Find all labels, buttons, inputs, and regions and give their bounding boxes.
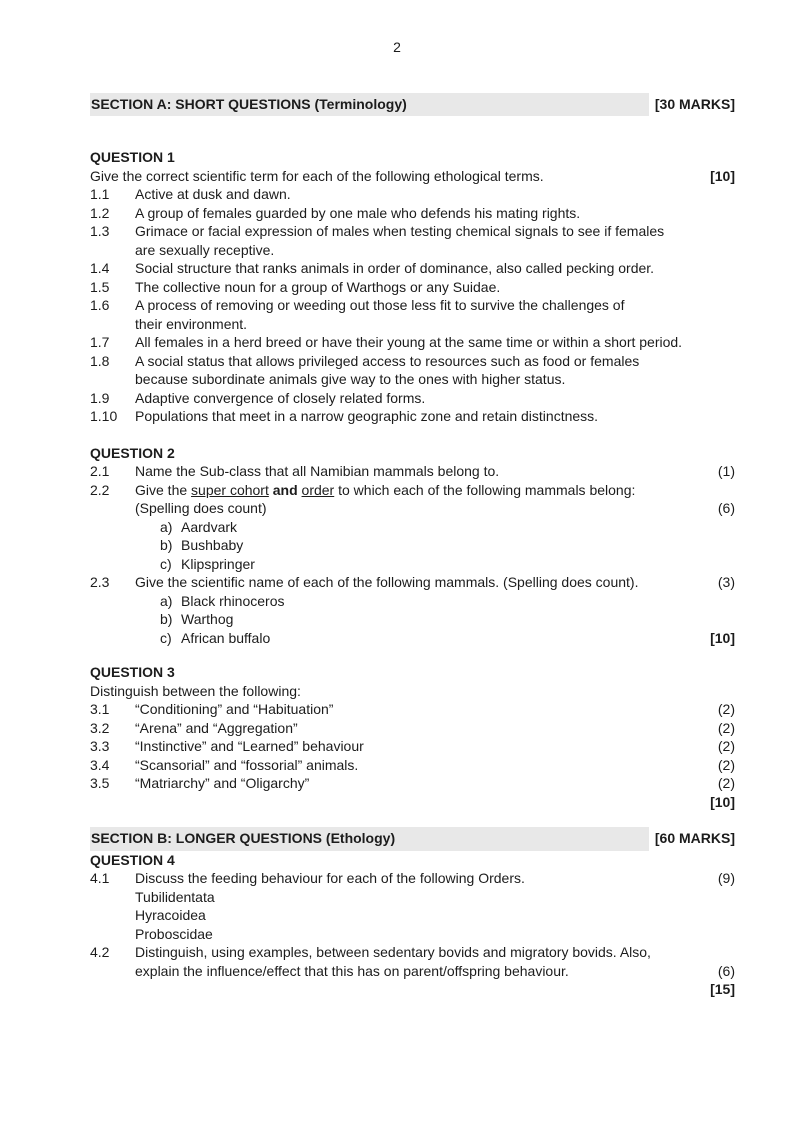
item-number: 1.2 — [90, 204, 110, 221]
item-text: Name the Sub-class that all Namibian mammals belong to. — [135, 463, 500, 479]
question-item — [90, 204, 735, 223]
item-marks: (3) — [717, 574, 735, 590]
sub-item — [90, 592, 735, 611]
question-item — [90, 719, 735, 738]
sub-item-text: Bushbaby — [181, 537, 244, 553]
item-marks: (6) — [717, 500, 735, 516]
item-text: Active at dusk and dawn. — [135, 186, 291, 202]
question-item — [90, 943, 735, 980]
question-3-total-marks: [10] — [710, 793, 735, 810]
order-name: Hyracoidea — [135, 907, 206, 923]
item-number: 1.9 — [90, 389, 110, 406]
item-text: Discuss the feeding behaviour for each of the following Orders. — [135, 870, 525, 886]
item-number: 1.1 — [90, 186, 110, 202]
question-2-heading: QUESTION 2 — [90, 444, 175, 461]
item-marks: (2) — [717, 719, 735, 736]
sub-item-letter: a) — [160, 592, 173, 609]
question-3-heading: QUESTION 3 — [90, 664, 175, 680]
section-b-header — [90, 827, 735, 851]
item-number: 3.1 — [90, 701, 110, 717]
sub-item — [90, 610, 735, 629]
question-item — [90, 869, 735, 888]
sub-item-text: Warthog — [181, 611, 234, 627]
question-4-block — [90, 851, 735, 999]
question-4-total-row — [90, 980, 735, 999]
question-item — [90, 481, 735, 500]
item-number: 1.8 — [90, 352, 110, 369]
question-1-marks: [10] — [710, 167, 735, 184]
item-number: 3.3 — [90, 738, 110, 754]
question-item — [90, 222, 735, 259]
question-1-intro-row — [90, 167, 735, 186]
item-text: Give the scientific name of each of the following mammals. (Spelling does count). — [135, 574, 639, 590]
sub-item — [90, 629, 735, 648]
question-item — [90, 700, 735, 719]
item-number: 1.6 — [90, 297, 110, 313]
item-text: Distinguish, using examples, between sedentary bovids and migratory bovids. Also, explain the influence/effect that this has on parent/offspring behaviour. — [135, 944, 651, 979]
sub-item — [90, 555, 735, 574]
item-marks: (1) — [717, 463, 735, 479]
item-marks: (9) — [717, 870, 735, 886]
item-marks: (2) — [717, 756, 735, 773]
item-text: All females in a herd breed or have their young at the same time or within a short period. — [135, 334, 683, 350]
question-1-block — [90, 148, 735, 426]
question-item — [90, 573, 735, 592]
section-a-marks: [30 MARKS] — [654, 95, 735, 112]
item-number: 4.2 — [90, 944, 110, 960]
item-number: 3.4 — [90, 756, 110, 773]
section-a-header — [90, 93, 735, 117]
sub-item-text: African buffalo — [181, 629, 271, 646]
item-number: 3.2 — [90, 719, 110, 736]
order-name: Tubilidentata — [135, 888, 215, 905]
item-number: 1.7 — [90, 334, 110, 350]
question-item — [90, 407, 735, 426]
item-number: 3.5 — [90, 775, 110, 791]
section-b-title: SECTION B: LONGER QUESTIONS (Ethology) — [90, 827, 649, 851]
item-number: 1.5 — [90, 278, 110, 295]
question-1-heading: QUESTION 1 — [90, 149, 175, 165]
question-4-heading: QUESTION 4 — [90, 851, 175, 868]
item-text: Populations that meet in a narrow geographic zone and retain distinctness. — [135, 408, 599, 424]
page-number: 2 — [393, 39, 401, 55]
question-2-total-marks: [10] — [710, 629, 735, 646]
item-marks: (2) — [717, 775, 735, 791]
item-text: Social structure that ranks animals in order of dominance, also called pecking order. — [135, 260, 655, 276]
item-text: The collective noun for a group of Warthogs or any Suidae. — [135, 278, 501, 295]
item-number: 1.3 — [90, 223, 110, 239]
item-text: “Scansorial” and “fossorial” animals. — [135, 756, 359, 773]
question-item — [90, 259, 735, 278]
question-item — [90, 296, 735, 333]
item-marks: (2) — [717, 738, 735, 754]
sub-item-text: Klipspringer — [181, 555, 255, 572]
item-text: Give the super cohort and order to which each of the following mammals belong: — [135, 481, 636, 498]
item-text: “Arena” and “Aggregation” — [135, 719, 298, 736]
question-3-total-row — [90, 793, 735, 812]
sub-item-text: Black rhinoceros — [181, 592, 285, 609]
item-number: 1.10 — [90, 408, 118, 424]
section-a-title: SECTION A: SHORT QUESTIONS (Terminology) — [90, 93, 649, 117]
item-text: Grimace or facial expression of males when testing chemical signals to see if females are sexually receptive. — [135, 223, 665, 258]
sub-item-letter: c) — [160, 629, 172, 646]
question-4-total-marks: [15] — [710, 981, 735, 997]
question-3-block — [90, 663, 735, 811]
order-name: Proboscidae — [135, 925, 213, 942]
sub-item-letter: a) — [160, 518, 173, 535]
item-text: “Matriarchy” and “Oligarchy” — [135, 775, 310, 791]
question-3-intro-row — [90, 682, 735, 701]
question-1-intro: Give the correct scientific term for each of the following ethological terms. — [90, 167, 544, 184]
item-text: “Instinctive” and “Learned” behaviour — [135, 738, 364, 754]
item-number: 1.4 — [90, 260, 110, 276]
question-item — [90, 462, 735, 481]
item-text: A social status that allows privileged access to resources such as food or females because subordinate animals give way to the ones with higher status. — [135, 352, 640, 387]
question-2-block — [90, 444, 735, 648]
question-item — [90, 352, 735, 389]
question-item — [90, 389, 735, 408]
question-item-continuation — [90, 499, 735, 518]
question-item — [90, 333, 735, 352]
item-text: (Spelling does count) — [135, 500, 267, 516]
item-marks: (6) — [717, 962, 735, 979]
sub-item — [90, 536, 735, 555]
order-line — [90, 888, 735, 907]
question-item — [90, 185, 735, 204]
item-number: 2.3 — [90, 574, 110, 590]
sub-item-letter: c) — [160, 555, 172, 572]
item-text: “Conditioning” and “Habituation” — [135, 701, 334, 717]
order-line — [90, 906, 735, 925]
question-3-intro: Distinguish between the following: — [90, 682, 301, 699]
section-b-marks: [60 MARKS] — [654, 830, 735, 846]
item-number: 4.1 — [90, 870, 110, 886]
sub-item-text: Aardvark — [181, 518, 238, 535]
question-item — [90, 756, 735, 775]
sub-item — [90, 518, 735, 537]
item-text: A process of removing or weeding out those less fit to survive the challenges of their environment. — [135, 297, 625, 332]
item-marks: (2) — [717, 701, 735, 717]
question-item — [90, 737, 735, 756]
item-text: A group of females guarded by one male who defends his mating rights. — [135, 204, 581, 221]
order-line — [90, 925, 735, 944]
question-item — [90, 774, 735, 793]
sub-item-letter: b) — [160, 611, 173, 627]
sub-item-letter: b) — [160, 537, 173, 553]
item-text: Adaptive convergence of closely related forms. — [135, 389, 426, 406]
item-number: 2.2 — [90, 481, 110, 498]
question-item — [90, 278, 735, 297]
item-number: 2.1 — [90, 463, 110, 479]
